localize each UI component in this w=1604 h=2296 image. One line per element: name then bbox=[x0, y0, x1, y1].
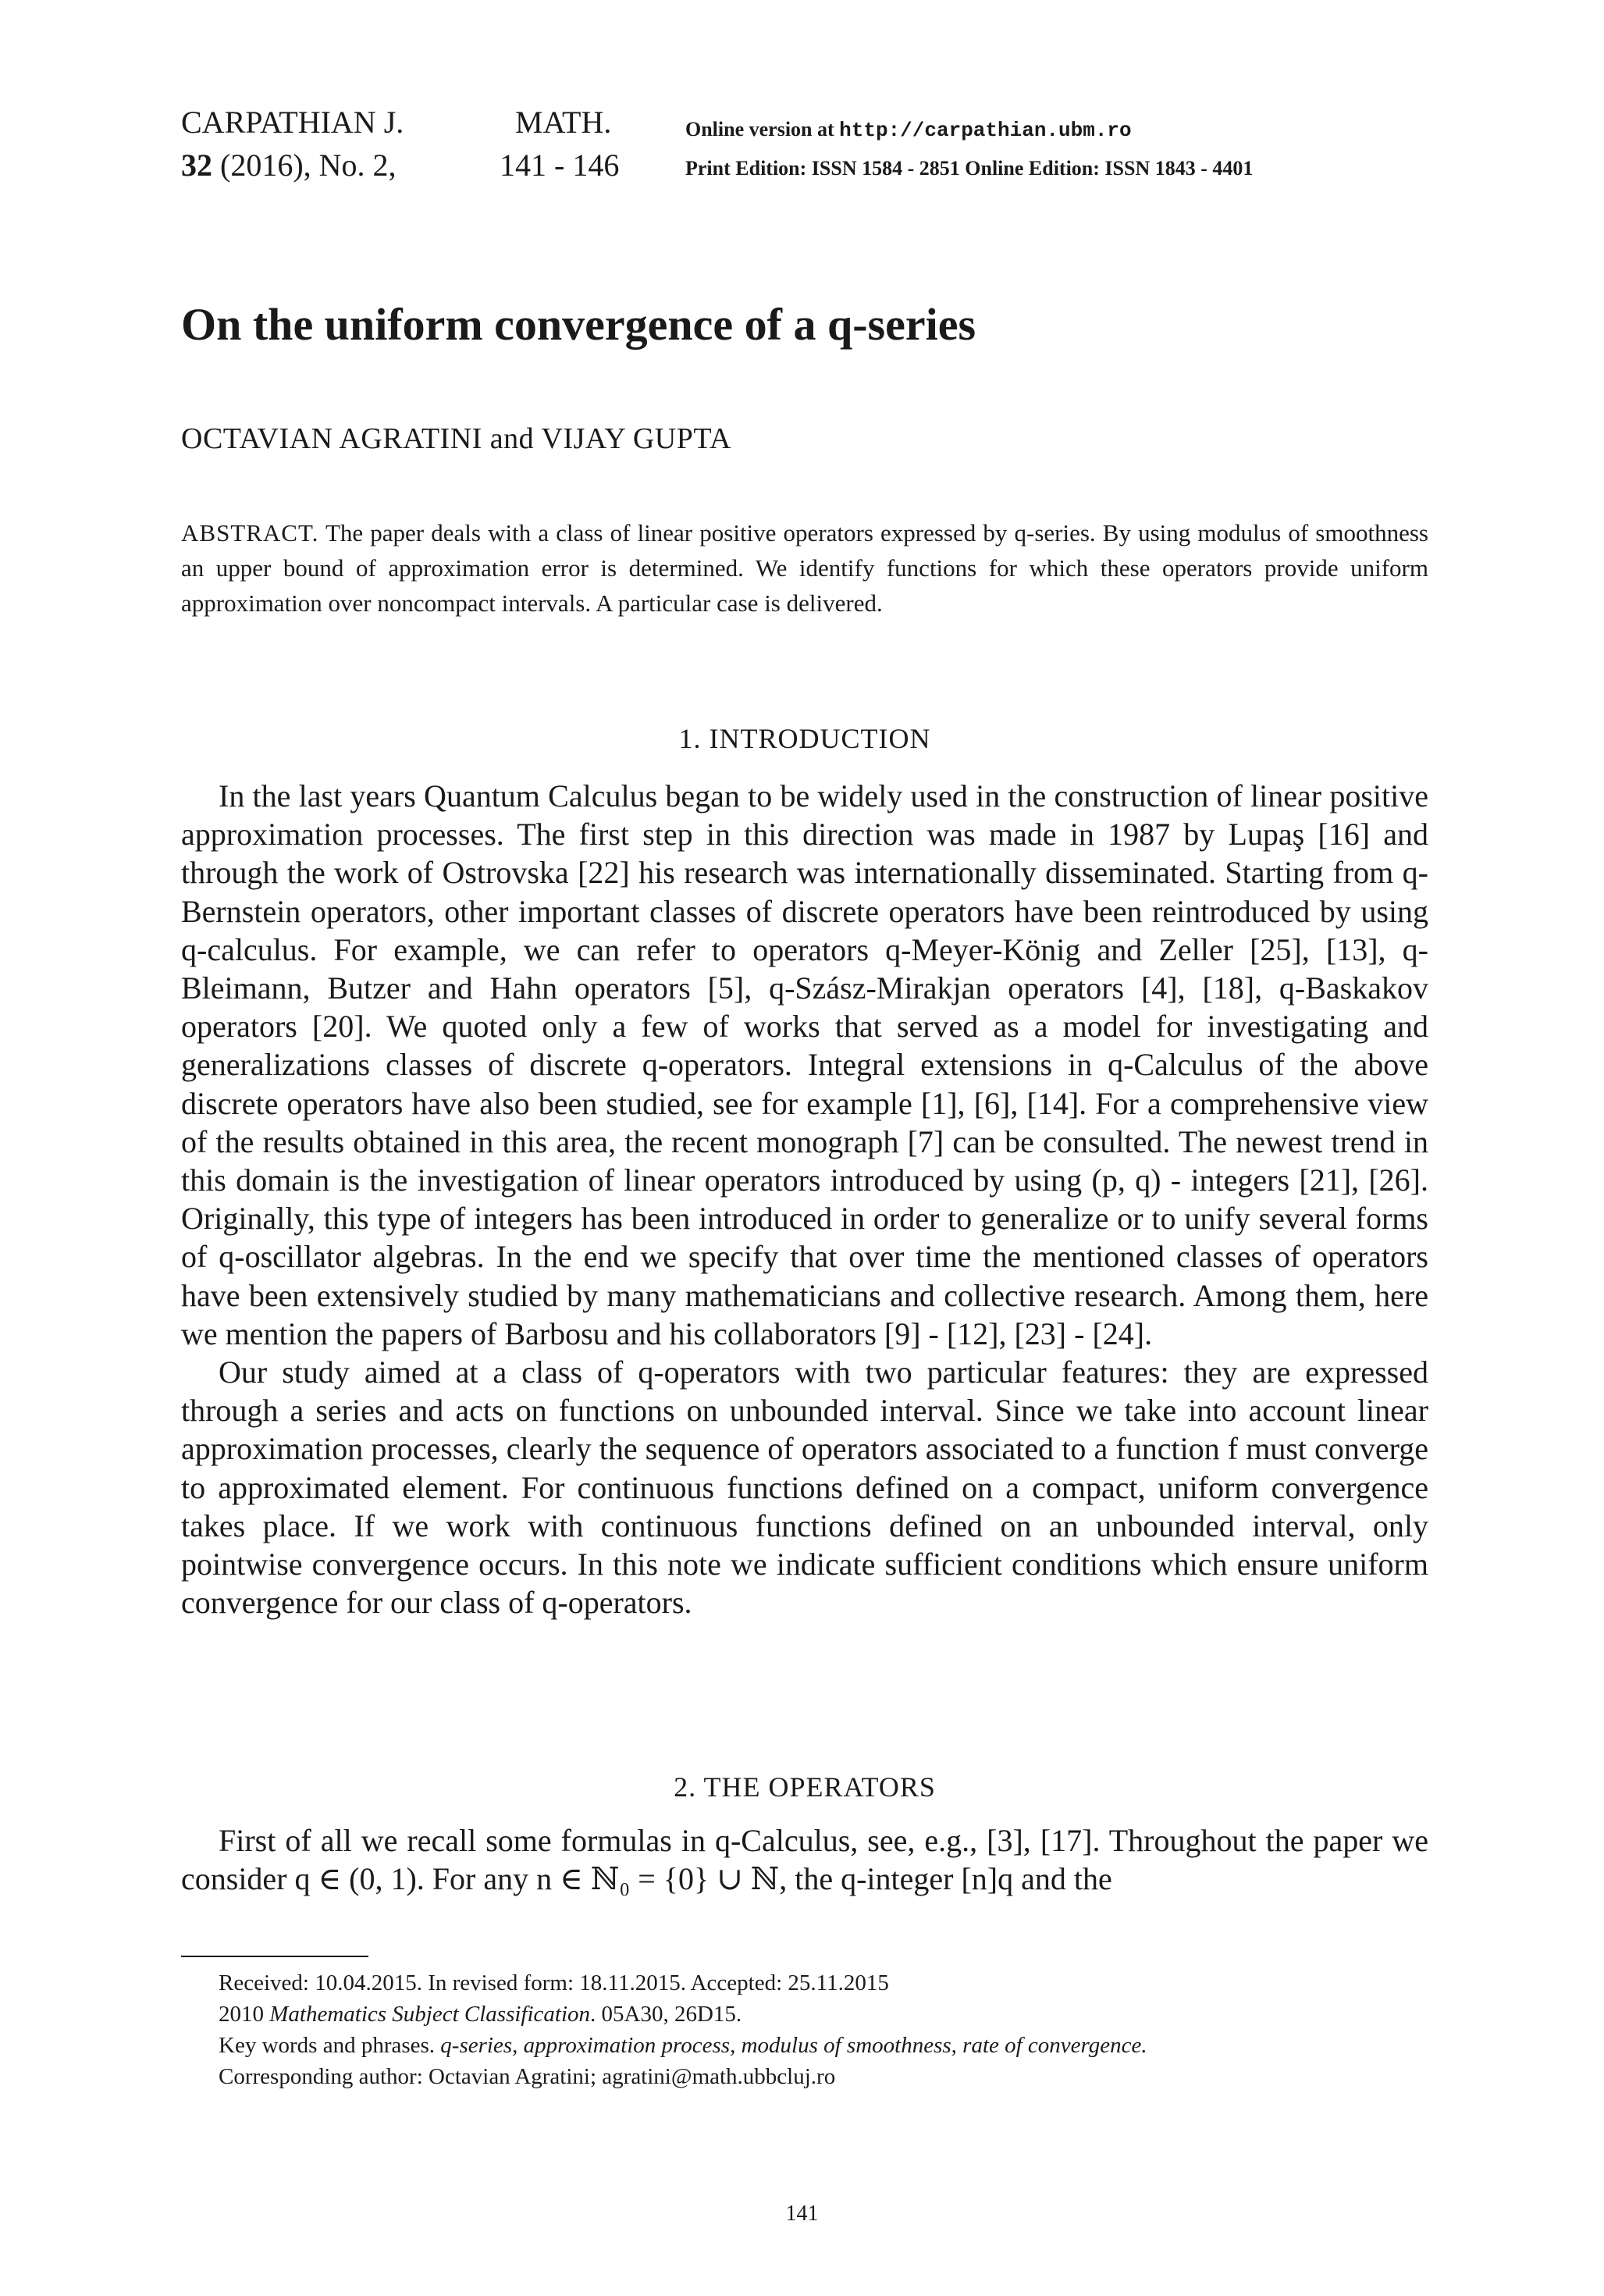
received-dates: Received: 10.04.2015. In revised form: 18.11.2015. Accepted: 25.11.2015 bbox=[219, 1970, 889, 1995]
year-issue: (2016), No. 2, bbox=[220, 148, 397, 183]
section-heading-operators: 2. THE OPERATORS bbox=[674, 1771, 936, 1803]
msc-codes: . 05A30, 26D15. bbox=[590, 2002, 742, 2027]
keywords-line bbox=[219, 2030, 1147, 2061]
authors: OCTAVIAN AGRATINI and VIJAY GUPTA bbox=[181, 422, 731, 455]
msc-label: Mathematics Subject Classification bbox=[269, 2002, 591, 2027]
abstract bbox=[181, 515, 1428, 621]
online-url-link[interactable]: http://carpathian.ubm.ro bbox=[839, 119, 1132, 142]
keywords: q-series, approximation process, modulus of smoothness, rate of convergence. bbox=[440, 2033, 1147, 2058]
page-number: 141 bbox=[785, 2202, 819, 2226]
online-version bbox=[685, 117, 1132, 143]
introduction-body bbox=[181, 777, 1428, 1621]
keywords-label: Key words and phrases. bbox=[219, 2033, 436, 2058]
operators-body bbox=[181, 1821, 1428, 1898]
volume-number: 32 bbox=[181, 148, 212, 183]
footnote-rule bbox=[181, 1956, 368, 1957]
issn-info: Print Edition: ISSN 1584 - 2851 Online Edition: ISSN 1843 - 4401 bbox=[685, 157, 1254, 180]
volume-info bbox=[181, 147, 397, 184]
online-prefix: Online version at bbox=[685, 118, 834, 141]
journal-math: MATH. bbox=[515, 105, 612, 140]
section-heading-introduction: 1. INTRODUCTION bbox=[678, 723, 931, 754]
paragraph: Our study aimed at a class of q-operators with two particular features: they are expressed through a series and acts on functions on unbounded interval. Since we take into account linear approximation processes, clearly the sequence of operators associated to a function f must converge to approximated element. For continuous functions defined on a compact, uniform convergence takes place. If we work with continuous functions defined on an unbounded interval, only pointwise convergence occurs. In this note we indicate sufficient conditions which ensure uniform convergence for our class of q-operators. bbox=[181, 1354, 1428, 1621]
footnotes bbox=[219, 1967, 1147, 2092]
paragraph: In the last years Quantum Calculus began to be widely used in the construction of linear positive approximation processes. The first step in this direction was made in 1987 by Lupaş [16] and through the work of Ostrovska [22] his research was internationally disseminated. Starting from q-Bernstein operators, other important classes of discrete operators have been reintroduced by using q-calculus. For example, we can refer to operators q-Meyer-König and Zeller [25], [13], q-Bleimann, Butzer and Hahn operators [5], q-Szász-Mirakjan operators [4], [18], q-Baskakov operators [20]. We quoted only a few of works that served as a model for investigating and generalizations classes of discrete q-operators. Integral extensions in q-Calculus of the above discrete operators have also been studied, see for example [1], [6], [14]. For a comprehensive view of the results obtained in this area, the recent monograph [7] can be consulted. The newest trend in this domain is the investigation of linear operators introduced by using (p, q) - integers [21], [26]. Originally, this type of integers has been introduced in order to generalize or to unify several forms of q-oscillator algebras. In the end we specify that over time the mentioned classes of operators have been extensively studied by many mathematicians and collective research. Among them, here we mention the papers of Barbosu and his collaborators [9] - [12], [23] - [24]. bbox=[181, 778, 1428, 1351]
page-range: 141 - 146 bbox=[500, 148, 620, 183]
abstract-label: ABSTRACT. bbox=[181, 519, 319, 546]
msc-year: 2010 bbox=[219, 2002, 264, 2027]
paragraph: First of all we recall some formulas in q-Calculus, see, e.g., [3], [17]. Throughout the paper we consider q ∈ (0, 1). For any n ∈ ℕ₀ = {0} ∪ ℕ, the q-integer [n]q and the bbox=[181, 1823, 1428, 1897]
corresponding-author: Corresponding author: Octavian Agratini; agratini@math.ubbcluj.ro bbox=[219, 2064, 836, 2089]
paper-title: On the uniform convergence of a q-series bbox=[181, 299, 976, 350]
journal-name: CARPATHIAN J. bbox=[181, 105, 404, 140]
msc-classification bbox=[219, 1999, 1147, 2030]
abstract-text: The paper deals with a class of linear positive operators expressed by q-series. By using modulus of smoothness an upper bound of approximation error is determined. We identify functions for which these operators provide uniform approximation over noncompact intervals. A particular case is delivered. bbox=[181, 519, 1428, 617]
